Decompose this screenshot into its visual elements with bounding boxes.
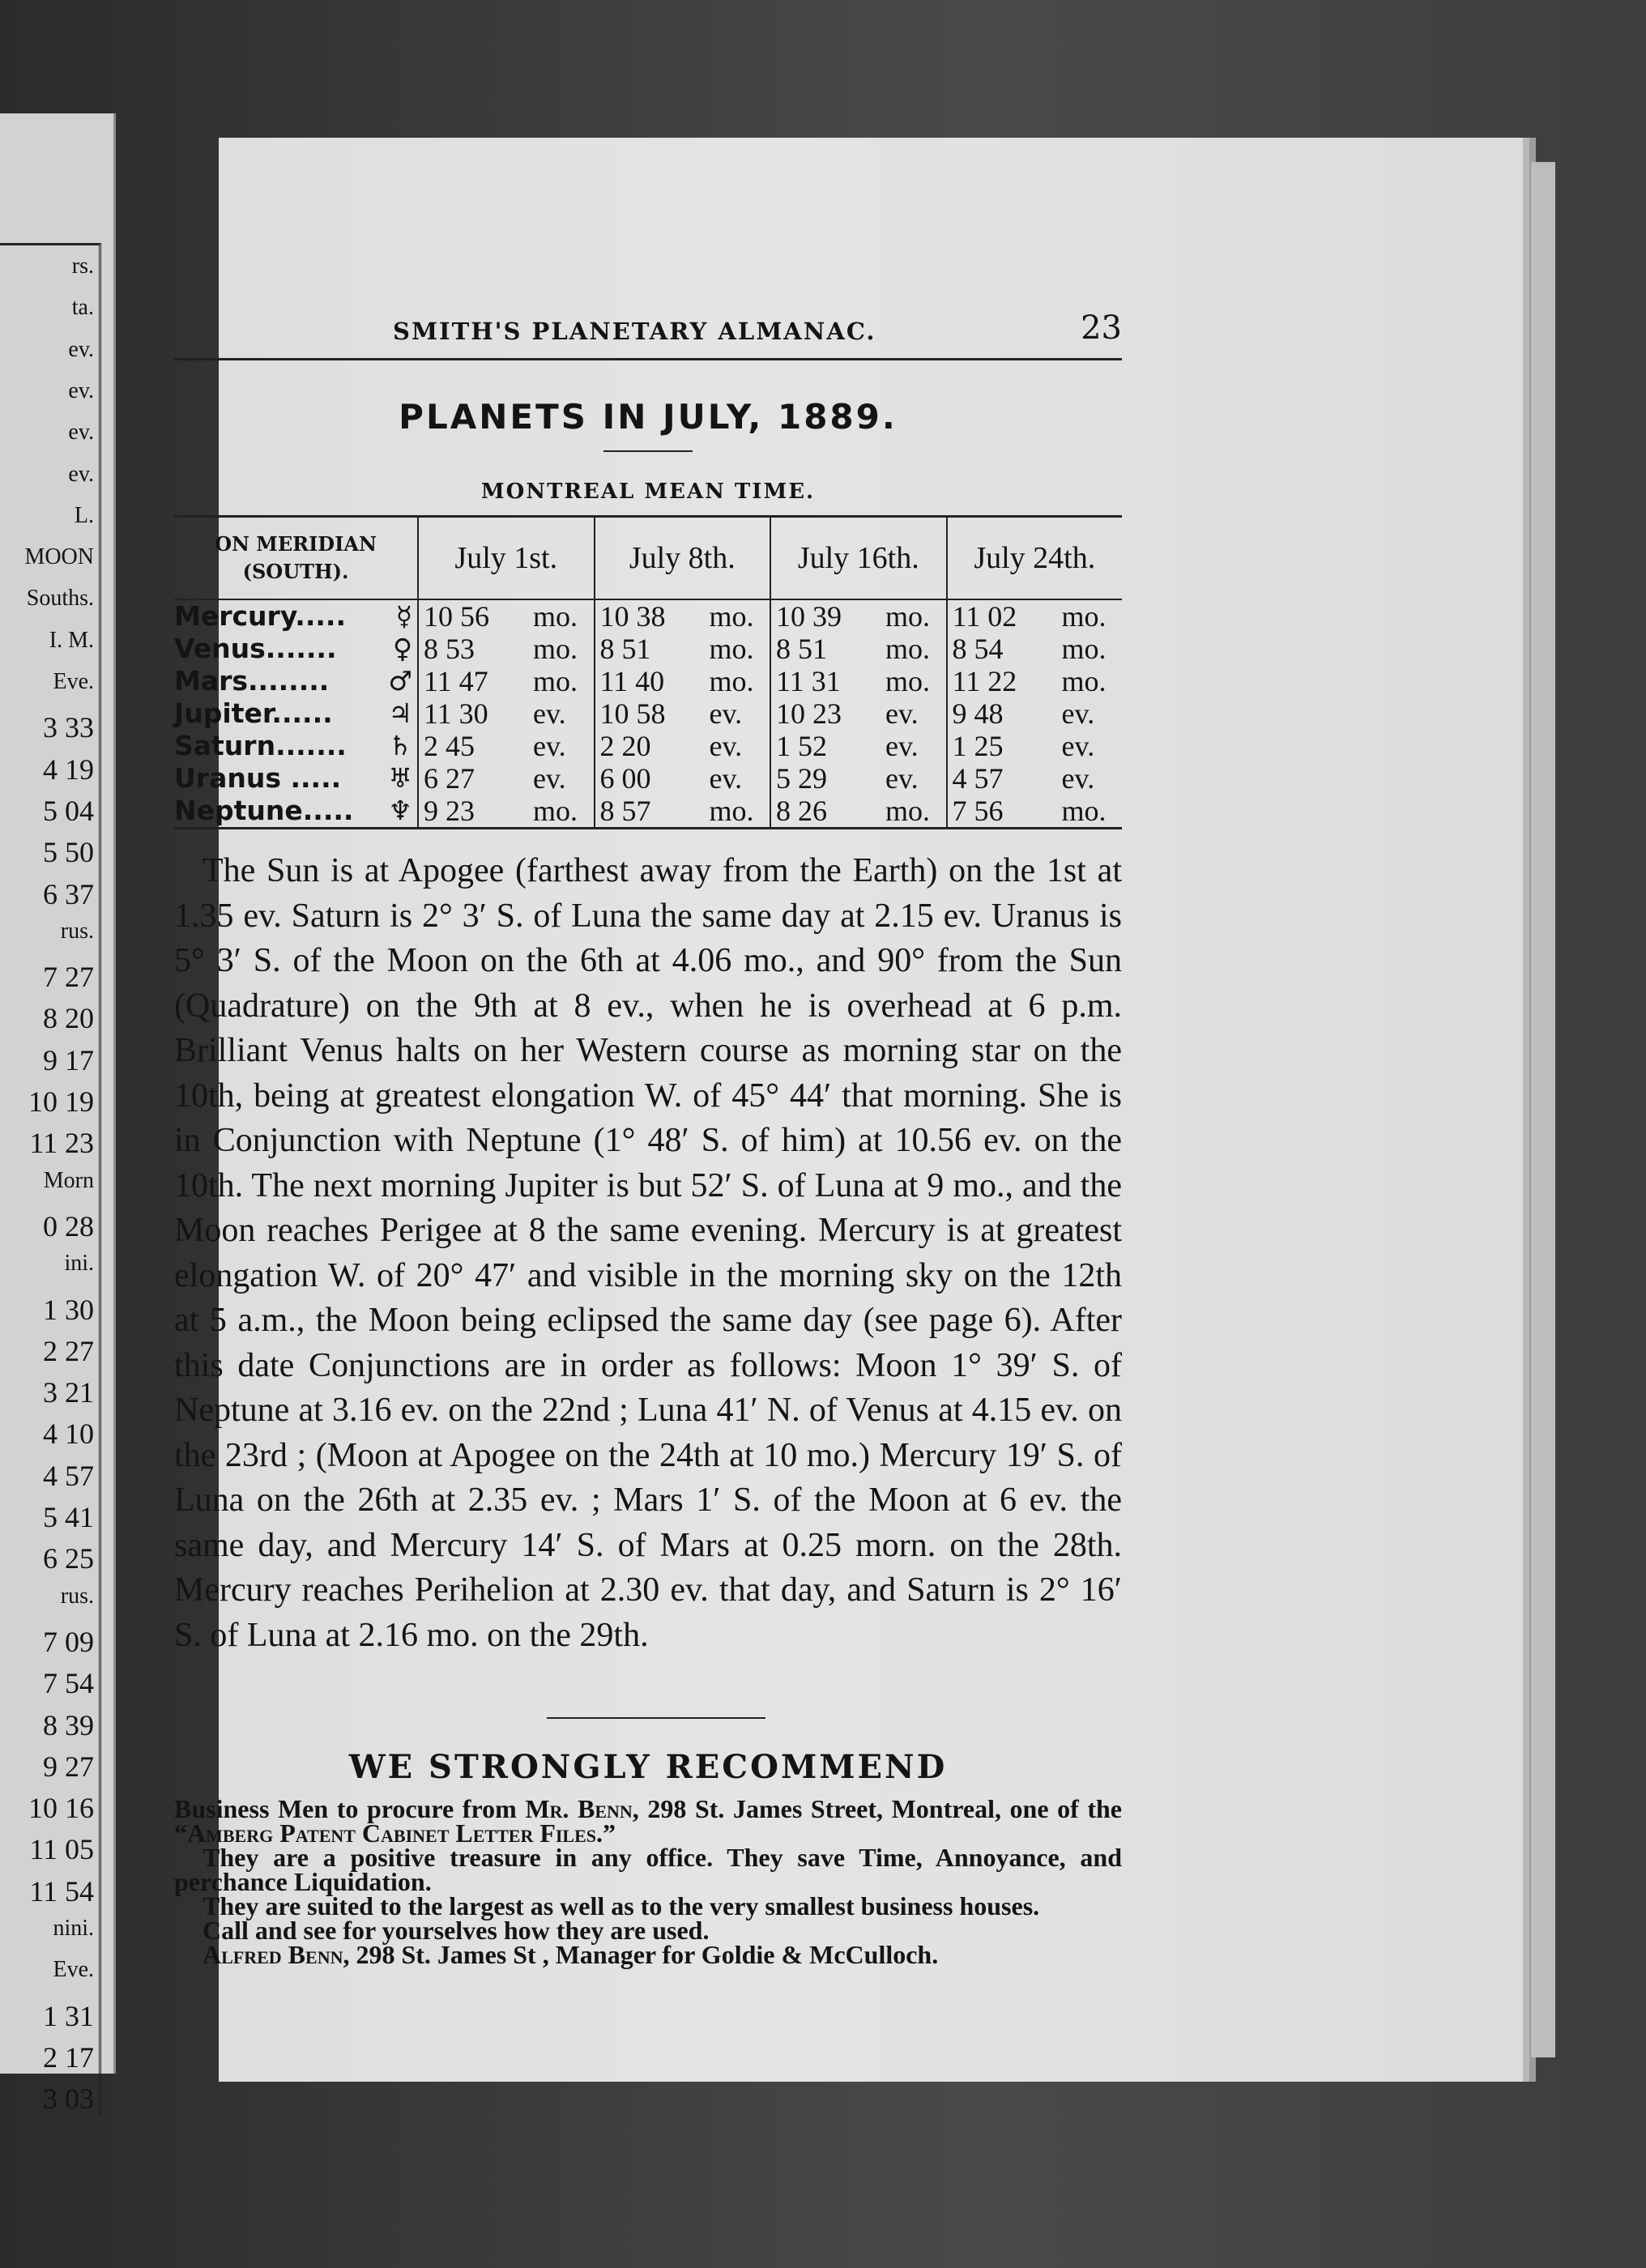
previous-page-line: MOON bbox=[24, 544, 94, 570]
planet-symbol-icon: ♅ bbox=[388, 762, 412, 794]
time-period: mo. bbox=[533, 665, 578, 697]
column-header: July 1st. bbox=[418, 517, 595, 600]
previous-page-line: 4 10 bbox=[43, 1418, 94, 1451]
transit-time: 11 40 bbox=[599, 665, 665, 697]
previous-page-line: 3 03 bbox=[43, 2083, 94, 2116]
transit-time: 2 45 bbox=[424, 730, 475, 762]
planet-symbol-icon: ♄ bbox=[388, 730, 412, 761]
transit-time-cell bbox=[770, 762, 947, 795]
advert-paragraph bbox=[174, 1794, 1123, 1848]
planet-name-cell bbox=[174, 762, 418, 795]
planet-name-cell bbox=[174, 599, 418, 633]
time-period: mo. bbox=[709, 633, 754, 665]
time-period: ev. bbox=[885, 762, 919, 795]
transit-time: 8 51 bbox=[599, 633, 651, 665]
previous-page-line: 10 16 bbox=[28, 1792, 94, 1825]
previous-page-line: 1 31 bbox=[43, 1999, 94, 2032]
table-row bbox=[174, 697, 1122, 730]
transit-time-cell bbox=[770, 795, 947, 829]
time-period: mo. bbox=[1061, 600, 1107, 633]
table-row bbox=[174, 730, 1122, 762]
previous-page-line: 11 54 bbox=[29, 1874, 94, 1908]
page-title: PLANETS IN JULY, 1889. bbox=[399, 397, 898, 437]
time-period: mo. bbox=[885, 633, 931, 665]
transit-time: 8 51 bbox=[776, 633, 828, 665]
previous-page-line: 6 37 bbox=[43, 877, 94, 910]
planet-symbol-icon: ♂ bbox=[388, 665, 412, 697]
title-rule bbox=[603, 450, 693, 452]
planet-name: Saturn....... bbox=[174, 730, 347, 761]
transit-time-cell bbox=[595, 697, 771, 730]
advert-signature-text: , 298 St. James St , Manager for Goldie & McCulloch. bbox=[343, 1940, 939, 1969]
transit-time: 5 29 bbox=[776, 762, 828, 795]
planet-symbol-icon: ☿ bbox=[395, 600, 412, 632]
transit-time: 10 56 bbox=[424, 600, 489, 633]
previous-page-line: Eve. bbox=[53, 669, 94, 694]
running-head-title: SMITH'S PLANETARY ALMANAC. bbox=[393, 318, 876, 345]
transit-time: 4 57 bbox=[952, 762, 1004, 795]
transit-time-cell bbox=[418, 665, 595, 697]
table-row bbox=[174, 633, 1122, 665]
transit-time: 11 22 bbox=[952, 665, 1017, 697]
row-header bbox=[174, 517, 418, 600]
previous-page-line: 4 57 bbox=[43, 1459, 94, 1492]
advert-name: Mr. Benn bbox=[525, 1794, 633, 1823]
body-paragraph: The Sun is at Apogee (farthest away from the Earth) on the 1st at 1.35 ev. Saturn is 2° 3′ S. of Luna the same day at 2.15 ev. Uranus is 5° 3′ S. of the Moon on the 6th at 4.06 mo., and 90° from the Sun (Quadrature) on the 9th at 8 ev., when he is overhead at 6 p.m. Brilliant Venus halts on her Western course as morning star on the 10th, being at greatest elongation W. of 45° 44′ that morning. She is in Conjunction with Neptune (1° 48′ S. of him) at 10.56 ev. on the 10th. The next morning Jupiter is but 52′ S. of Luna at 9 mo., and the Moon reaches Perigee at 8 the same evening. Mercury is at greatest elongation W. of 20° 47′ and visible in the morning sky on the 12th at 5 a.m., the Moon being eclipsed the same day (see page 6). After this date Conjunctions are in order as follows: Moon 1° 39′ S. of Neptune at 3.16 ev. on the 22nd ; Luna 41′ N. of Venus at 4.15 ev. on the 23rd ; (Moon at Apogee on the 24th at 10 mo.) Mercury 19′ S. of Luna on the 26th at 2.35 ev. ; Mars 1′ S. of the Moon at 6 ev. the same day, and Mercury 14′ S. of Mars at 0.25 morn. on the 28th. Mercury reaches Perihelion at 2.30 ev. that day, and Saturn is 2° 16′ S. of Luna at 2.16 mo. on the 29th. bbox=[174, 852, 1122, 1654]
table-body bbox=[174, 599, 1122, 829]
transit-time: 8 53 bbox=[424, 633, 475, 665]
transit-time: 10 23 bbox=[776, 697, 842, 730]
previous-page-line: Eve. bbox=[53, 1957, 94, 1983]
previous-page-line: 2 17 bbox=[43, 2040, 94, 2074]
section-rule bbox=[547, 1717, 765, 1719]
transit-time: 8 26 bbox=[776, 795, 828, 827]
transit-time-cell bbox=[418, 762, 595, 795]
previous-page-line: 7 09 bbox=[43, 1625, 94, 1658]
transit-time: 10 38 bbox=[599, 600, 666, 633]
advert-paragraph: Call and see for yourselves how they are used. bbox=[203, 1916, 710, 1945]
transit-time-cell bbox=[770, 599, 947, 633]
transit-time-cell bbox=[947, 795, 1122, 829]
transit-time: 2 20 bbox=[599, 730, 651, 762]
transit-time: 11 31 bbox=[776, 665, 841, 697]
planet-name: Neptune..... bbox=[174, 795, 354, 826]
time-period: mo. bbox=[1061, 665, 1107, 697]
previous-page-line: 3 33 bbox=[43, 711, 94, 744]
time-period: ev. bbox=[709, 730, 743, 762]
table-header-row bbox=[174, 517, 1122, 600]
advert-text: .” bbox=[596, 1818, 616, 1848]
time-period: mo. bbox=[533, 795, 578, 827]
transit-time: 9 48 bbox=[952, 697, 1004, 730]
previous-page-line: 8 20 bbox=[43, 1002, 94, 1035]
advert-product: Amberg Patent Cabinet Letter Files bbox=[187, 1818, 597, 1848]
transit-time-cell bbox=[418, 730, 595, 762]
transit-time-cell bbox=[418, 599, 595, 633]
advert-paragraph: They are suited to the largest as well as to the very smallest business houses. bbox=[203, 1891, 1040, 1921]
transit-time-cell bbox=[418, 633, 595, 665]
transit-time: 9 23 bbox=[424, 795, 475, 827]
previous-page-line: L. bbox=[74, 502, 94, 528]
previous-page-line: ta. bbox=[71, 295, 94, 321]
previous-page-line: nini. bbox=[53, 1916, 94, 1941]
planet-symbol-icon: ♆ bbox=[388, 795, 412, 826]
transit-time-cell bbox=[947, 762, 1122, 795]
previous-page-line: Souths. bbox=[26, 586, 94, 612]
planet-symbol-icon: ♃ bbox=[388, 697, 412, 729]
advert-body bbox=[174, 1794, 1123, 1969]
transit-time: 11 47 bbox=[424, 665, 488, 697]
planet-name: Mercury..... bbox=[174, 600, 346, 632]
transit-time-cell bbox=[418, 795, 595, 829]
transit-time-cell bbox=[595, 633, 771, 665]
column-header: July 8th. bbox=[595, 517, 771, 600]
previous-page-line: 10 19 bbox=[28, 1085, 94, 1118]
previous-page-line: 1 30 bbox=[43, 1293, 94, 1326]
advert-signature bbox=[174, 1942, 1122, 1967]
planets-table bbox=[174, 515, 1122, 829]
previous-page-line: rus. bbox=[60, 918, 94, 944]
advert-text: Business Men to procure from bbox=[174, 1794, 526, 1823]
previous-page-line: 5 41 bbox=[43, 1501, 94, 1533]
transit-time-cell bbox=[595, 795, 771, 829]
time-period: ev. bbox=[885, 730, 919, 762]
time-period: mo. bbox=[709, 795, 754, 827]
table-row bbox=[174, 762, 1122, 795]
planet-name: Venus....... bbox=[174, 633, 337, 664]
planet-name-cell bbox=[174, 730, 418, 762]
transit-time: 1 52 bbox=[776, 730, 828, 762]
previous-page-line: ini. bbox=[64, 1251, 94, 1277]
transit-time: 11 30 bbox=[424, 697, 488, 730]
transit-time: 8 54 bbox=[952, 633, 1004, 665]
previous-page-line: 9 27 bbox=[43, 1750, 94, 1783]
transit-time-cell bbox=[770, 697, 947, 730]
previous-page-line: ev. bbox=[68, 461, 94, 487]
planet-symbol-icon: ♀ bbox=[392, 633, 412, 664]
transit-time: 11 02 bbox=[952, 600, 1017, 633]
planet-name: Mars........ bbox=[174, 665, 330, 697]
time-period: ev. bbox=[533, 730, 566, 762]
transit-time-cell bbox=[770, 665, 947, 697]
transit-time: 1 25 bbox=[952, 730, 1004, 762]
previous-page-line: Morn bbox=[43, 1167, 94, 1193]
transit-time: 6 00 bbox=[599, 762, 651, 795]
time-period: mo. bbox=[533, 600, 578, 633]
transit-time-cell bbox=[947, 697, 1122, 730]
table-row bbox=[174, 665, 1122, 697]
planet-name: Uranus ..... bbox=[174, 762, 342, 794]
previous-page-line: 8 39 bbox=[43, 1708, 94, 1742]
transit-time-cell bbox=[418, 697, 595, 730]
transit-time-cell bbox=[770, 633, 947, 665]
time-period: mo. bbox=[1061, 633, 1107, 665]
time-period: mo. bbox=[885, 600, 931, 633]
previous-page-line: rs. bbox=[71, 254, 94, 279]
previous-page-table bbox=[0, 243, 101, 2117]
transit-time-cell bbox=[595, 730, 771, 762]
transit-time: 7 56 bbox=[952, 795, 1004, 827]
table-row bbox=[174, 795, 1122, 829]
planet-name-cell bbox=[174, 697, 418, 730]
transit-time: 10 58 bbox=[599, 697, 666, 730]
advert-text: , 298 St. James Street, Montreal, one of the “ bbox=[174, 1794, 1123, 1848]
time-period: mo. bbox=[533, 633, 578, 665]
transit-time-cell bbox=[770, 730, 947, 762]
transit-time-cell bbox=[947, 665, 1122, 697]
column-header: July 16th. bbox=[770, 517, 947, 600]
time-period: ev. bbox=[885, 697, 919, 730]
previous-page-line: 9 17 bbox=[43, 1043, 94, 1076]
previous-page-line: 11 23 bbox=[29, 1127, 94, 1160]
advert-signature-name: Alfred Benn bbox=[203, 1940, 343, 1969]
transit-time: 10 39 bbox=[776, 600, 842, 633]
previous-page-edge bbox=[0, 113, 116, 2116]
planet-name: Jupiter...... bbox=[174, 697, 333, 729]
previous-page-line: ev. bbox=[68, 420, 94, 446]
transit-time-cell bbox=[947, 633, 1122, 665]
previous-page-line: ev. bbox=[68, 377, 94, 403]
transit-time: 8 57 bbox=[599, 795, 651, 827]
time-period: ev. bbox=[1061, 762, 1095, 795]
transit-time-cell bbox=[595, 599, 771, 633]
transit-time-cell bbox=[947, 599, 1122, 633]
time-period: ev. bbox=[533, 697, 566, 730]
page-number: 23 bbox=[1081, 309, 1122, 347]
time-period: ev. bbox=[709, 697, 743, 730]
table-row bbox=[174, 599, 1122, 633]
previous-page-line: 6 25 bbox=[43, 1542, 94, 1575]
advert-paragraph: They are a positive treasure in any office. They save Time, Annoyance, and perchance Liquidation. bbox=[174, 1843, 1122, 1896]
previous-page-line: 4 19 bbox=[43, 752, 94, 786]
transit-time: 6 27 bbox=[424, 762, 475, 795]
transit-time-cell bbox=[595, 762, 771, 795]
time-period: ev. bbox=[1061, 730, 1095, 762]
planet-name-cell bbox=[174, 633, 418, 665]
column-header: July 24th. bbox=[947, 517, 1122, 600]
time-period: mo. bbox=[885, 795, 931, 827]
time-period: ev. bbox=[709, 762, 743, 795]
previous-page-line: 2 27 bbox=[43, 1334, 94, 1367]
previous-page-line: 7 27 bbox=[43, 961, 94, 994]
previous-page-line: 0 28 bbox=[43, 1209, 94, 1243]
transit-time-cell bbox=[947, 730, 1122, 762]
time-period: mo. bbox=[709, 600, 754, 633]
previous-page-line: I. M. bbox=[49, 627, 94, 653]
previous-page-line: 3 21 bbox=[43, 1376, 94, 1409]
previous-page-line: 5 04 bbox=[43, 794, 94, 827]
planet-name-cell bbox=[174, 795, 418, 829]
previous-page-line: 11 05 bbox=[29, 1833, 94, 1866]
time-period: mo. bbox=[1061, 795, 1107, 827]
time-period: ev. bbox=[1061, 697, 1095, 730]
page-subtitle: MONTREAL MEAN TIME. bbox=[480, 480, 816, 504]
transit-time-cell bbox=[595, 665, 771, 697]
row-header-line2: (SOUTH). bbox=[242, 560, 349, 583]
planet-name-cell bbox=[174, 665, 418, 697]
time-period: mo. bbox=[709, 665, 754, 697]
advert-title: WE STRONGLY RECOMMEND bbox=[348, 1748, 948, 1786]
running-head bbox=[174, 308, 1122, 360]
previous-page-line: 7 54 bbox=[43, 1667, 94, 1700]
time-period: mo. bbox=[885, 665, 931, 697]
previous-page-line: rus. bbox=[60, 1583, 94, 1609]
time-period: ev. bbox=[533, 762, 566, 795]
row-header-line1: ON MERIDIAN bbox=[215, 532, 377, 556]
previous-page-line: ev. bbox=[68, 336, 94, 362]
previous-page-line: 5 50 bbox=[43, 836, 94, 869]
